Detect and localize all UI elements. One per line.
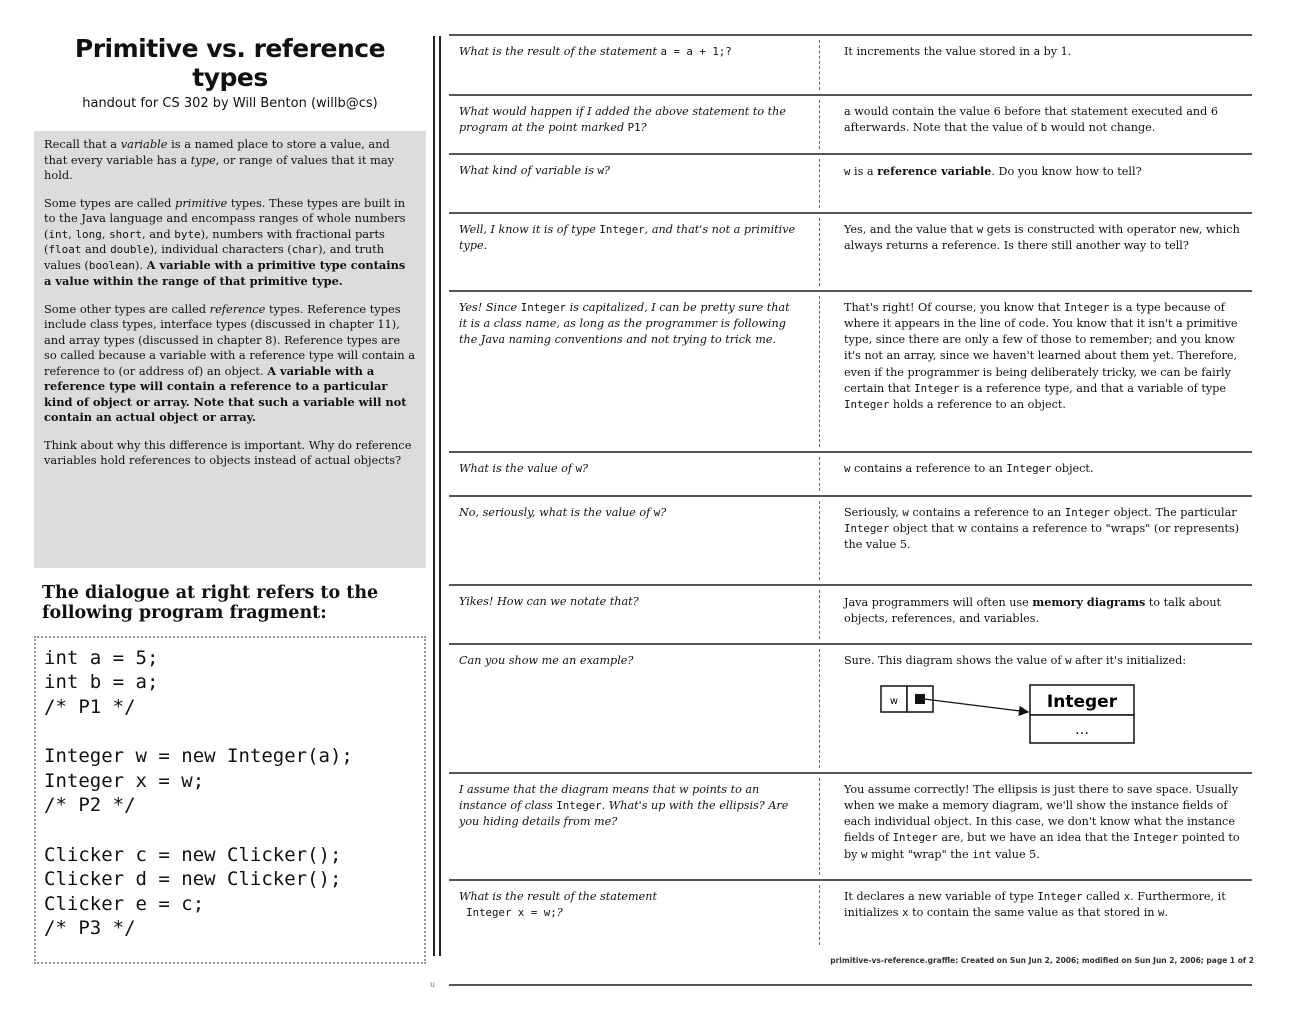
- dialogue-row: [449, 584, 1252, 643]
- page-title: Primitive vs. reference types: [74, 34, 386, 92]
- page-footer: primitive-vs-reference.graffle: Created on Sun Jun 2, 2006; modified on Sun Jun 2, 2006; page 1 of 2: [830, 956, 1254, 965]
- left-column: [34, 30, 426, 964]
- question: What would happen if I added the above statement to the program at the point marked P1?: [459, 105, 786, 135]
- variable-name-label: w: [889, 696, 899, 708]
- intro-paragraph-3: Some other types are called reference types. Reference types include class types, interface types (discussed in chapter 11), and array types (discussed in chapter 8). Reference types are so called because a variable with a reference type will contain a reference to (or address of) an object. A variable with a reference type will contain a reference to a particular kind of object or array. Note that such a variable will not contain an actual object or array.: [44, 301, 416, 425]
- intro-paragraph-4: Think about why this difference is important. Why do reference variables hold references to objects instead of actual objects?: [44, 437, 412, 468]
- reference-arrow: [924, 699, 1028, 712]
- footer-rule: [449, 984, 1252, 986]
- dialogue-row: [449, 212, 1252, 290]
- question: What is the value of w?: [459, 462, 589, 475]
- question: What kind of variable is w?: [459, 164, 611, 177]
- question: What is the result of the statement Integer x = w;?: [459, 890, 657, 920]
- answer: It declares a new variable of type Integer called x. Furthermore, it initializes x to contain the same value as that stored in w.: [844, 890, 1226, 920]
- dialogue-row: [449, 451, 1252, 495]
- margin-mark: u: [430, 980, 436, 989]
- answer: That's right! Of course, you know that Integer is a type because of where it appears in the line of code. You know that it isn't a primitive type, since there are only a few of those to remember; and you know it's not an array, since we haven't learned about them yet. Therefore, even if the programmer is being deliberately tricky, we can be fairly certain that Integer is a reference type, and that a variable of type Integer holds a reference to an object.: [844, 301, 1238, 411]
- question: What is the result of the statement a = a + 1;?: [459, 45, 732, 58]
- dialogue-row: [449, 495, 1252, 584]
- fragment-heading: The dialogue at right refers to the following program fragment:: [42, 583, 379, 623]
- dialogue-row: [449, 290, 1252, 451]
- question: Well, I know it is of type Integer, and that's not a primitive type.: [459, 223, 796, 253]
- object-fields-label: …: [1075, 722, 1089, 739]
- answer: Seriously, w contains a reference to an Integer object. The particular Integer object that w contains a reference to "wraps" (or represents) the value 5.: [844, 506, 1240, 552]
- byline: handout for CS 302 by Will Benton (willb@cs): [82, 96, 378, 111]
- dialogue-row: [449, 34, 1252, 94]
- answer: w contains a reference to an Integer object.: [844, 462, 1094, 475]
- column-divider-right: [439, 36, 441, 956]
- column-divider-left: [433, 36, 435, 956]
- question: Yes! Since Integer is capitalized, I can be pretty sure that it is a class name, as long as the programmer is following the Java naming conventions and not trying to trick me.: [459, 301, 790, 347]
- intro-paragraph-2: Some types are called primitive types. These types are built in to the Java language and encompass ranges of whole numbers (int, long, short, and byte), numbers with fractional parts (float and double), individual characters (char), and truth values (boolean). A variable with a primitive type contains a value within the range of that primitive type.: [44, 195, 406, 289]
- dialogue-row: [449, 879, 1252, 949]
- answer: Yes, and the value that w gets is constructed with operator new, which always returns a reference. Is there still another way to tell?: [844, 223, 1240, 253]
- question: Can you show me an example?: [459, 654, 634, 667]
- question: No, seriously, what is the value of w?: [459, 506, 667, 519]
- dialogue-row: [449, 153, 1252, 212]
- answer: w is a reference variable. Do you know how to tell?: [844, 164, 1142, 178]
- answer: You assume correctly! The ellipsis is just there to save space. Usually when we make a memory diagram, we'll show the instance fields of each individual object. In this case, we don't know what the instance fields of Integer are, but we have an idea that the Integer pointed to by w might "wrap" the int value 5.: [844, 783, 1240, 861]
- intro-box: [34, 131, 426, 568]
- reference-dot: [915, 694, 925, 704]
- question: Yikes! How can we notate that?: [459, 595, 639, 608]
- dialogue-row: [449, 94, 1252, 153]
- dialogue-table: [449, 34, 1252, 949]
- question: I assume that the diagram means that w points to an instance of class Integer. What's up with the ellipsis? Are you hiding details from me?: [459, 783, 789, 829]
- dialogue-row: [449, 772, 1252, 879]
- intro-paragraph-1: Recall that a variable is a named place to store a value, and that every variable has a type, or range of values that it may hold.: [44, 137, 395, 182]
- object-class-label: Integer: [1046, 692, 1118, 713]
- dialogue-row: [449, 643, 1252, 772]
- code-fragment: int a = 5; int b = a; /* P1 */ Integer w = new Integer(a); Integer x = w; /* P2 */ Clicker c = new Clicker(); Clicker d = new Clicker(); Clicker e = c; /* P3 */: [34, 636, 426, 964]
- memory-diagram: [844, 675, 1244, 751]
- answer: It increments the value stored in a by 1.: [844, 45, 1072, 58]
- memory-diagram-svg: [844, 675, 1224, 751]
- answer: a would contain the value 6 before that statement executed and 6 afterwards. Note that the value of b would not change.: [844, 105, 1218, 135]
- answer: Java programmers will often use memory diagrams to talk about objects, references, and variables.: [844, 595, 1222, 626]
- answer: Sure. This diagram shows the value of w after it's initialized: w Integer …: [819, 645, 1252, 772]
